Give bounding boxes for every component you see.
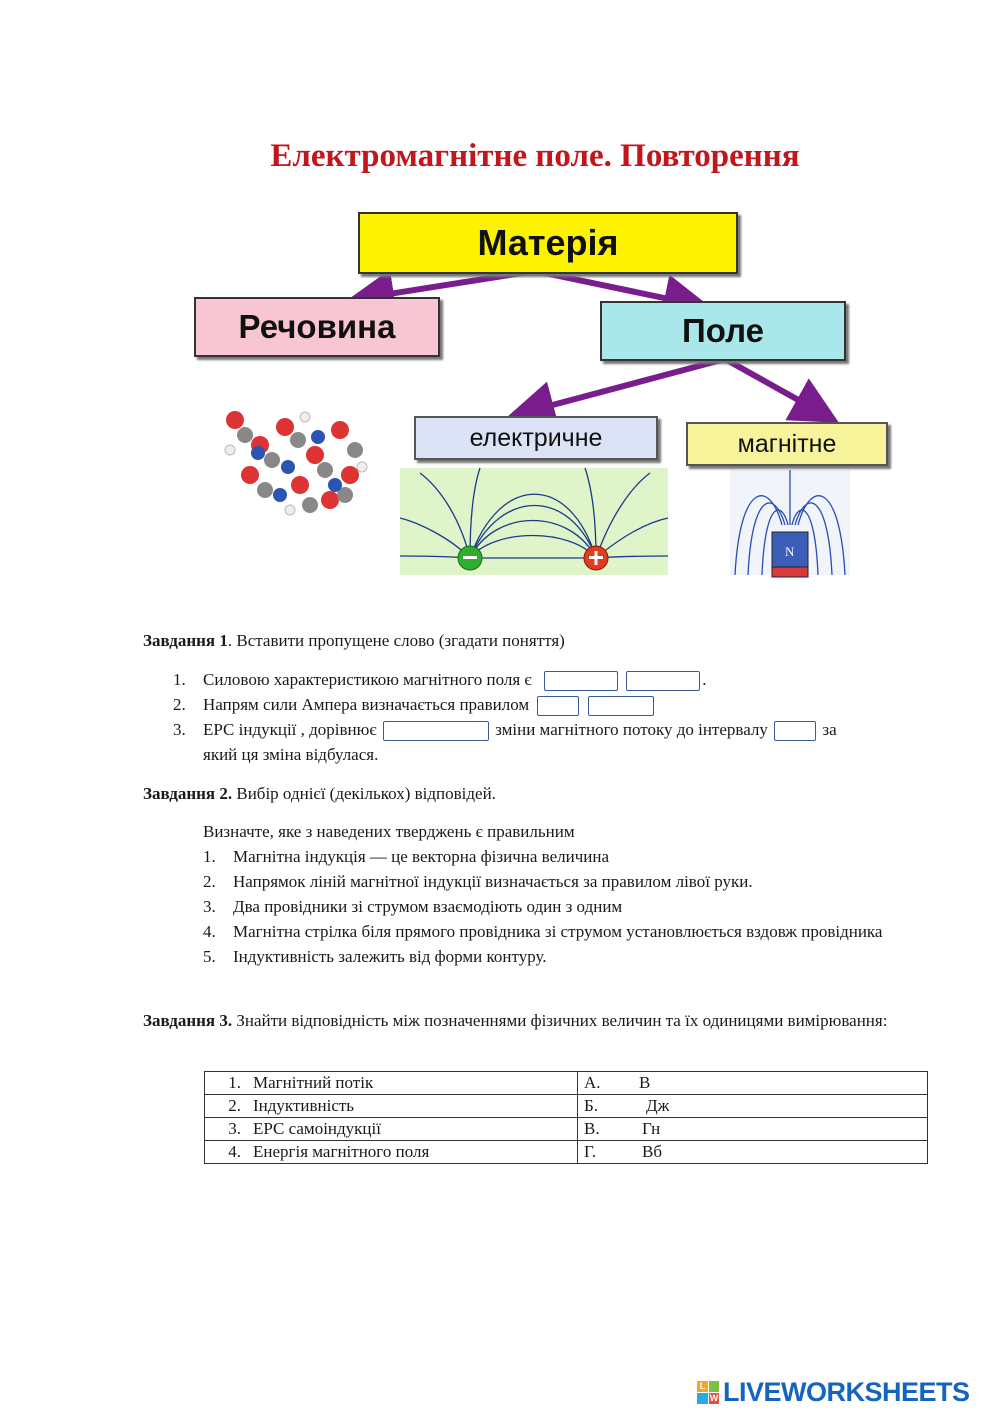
table-row: 1. Магнітний потік А. В bbox=[205, 1072, 928, 1095]
task2-option-2[interactable]: 2. Напрямок ліній магнітної індукції визначається за правилом лівої руки. bbox=[203, 872, 753, 891]
task2-option-3[interactable]: 3. Два провідники зі струмом взаємодіють один з одним bbox=[203, 897, 623, 916]
arrow-to-electric bbox=[530, 359, 725, 411]
answer-input-2a[interactable] bbox=[537, 696, 579, 716]
task1-instruction: . Вставити пропущене слово (згадати поняття) bbox=[227, 631, 565, 650]
concept-diagram bbox=[190, 205, 900, 580]
table-row: 2. Індуктивність Б. Дж bbox=[205, 1095, 928, 1118]
task2-title: Завдання 2. bbox=[143, 784, 233, 803]
task3-title: Завдання 3. bbox=[143, 1011, 233, 1030]
task1-item-1: 1. Силовою характеристикою магнітного поля є . bbox=[173, 667, 933, 692]
table-row: 4. Енергія магнітного поля Г. Вб bbox=[205, 1141, 928, 1164]
task3-instruction: Знайти відповідність між позначеннями фізичних величин та їх одиницями вимірювання: bbox=[232, 1011, 888, 1030]
task1-heading bbox=[143, 628, 565, 653]
task2-heading bbox=[143, 781, 496, 806]
task3-heading bbox=[143, 1008, 923, 1033]
task2-instruction: Вибір однієї (декількох) відповідей. bbox=[232, 784, 496, 803]
task2-option-1[interactable]: 1. Магнітна індукція — це векторна фізична величина bbox=[203, 847, 609, 866]
task2-option-4[interactable]: 4. Магнітна стрілка біля прямого провідника зі струмом установлюється вздовж провідника bbox=[203, 922, 883, 941]
task2-list bbox=[203, 844, 923, 969]
electric-box: електричне bbox=[414, 416, 658, 460]
arrow-to-field bbox=[535, 271, 688, 303]
answer-input-3a[interactable] bbox=[383, 721, 489, 741]
molecule-image bbox=[225, 411, 367, 515]
magnetic-box: магнітне bbox=[686, 422, 888, 466]
answer-input-1a[interactable] bbox=[544, 671, 618, 691]
field-box: Поле bbox=[600, 301, 846, 361]
answer-input-3b[interactable] bbox=[774, 721, 816, 741]
task1-title: Завдання 1 bbox=[143, 631, 228, 650]
task1-item-3-cont: який ця зміна відбулася. bbox=[203, 745, 379, 764]
electric-field-image bbox=[400, 468, 668, 575]
answer-input-2b[interactable] bbox=[588, 696, 654, 716]
matching-table bbox=[204, 1071, 928, 1164]
arrow-to-magnetic bbox=[725, 359, 818, 411]
table-row: 3. ЕРС самоіндукції В. Гн bbox=[205, 1118, 928, 1141]
task1-item-2: 2. Напрям сили Ампера визначається правилом bbox=[173, 692, 933, 717]
task2-option-5[interactable]: 5. Індуктивність залежить від форми контуру. bbox=[203, 947, 547, 966]
task1-item-3: 3. ЕРС індукції , дорівнює зміни магнітного потоку до інтервалу за bbox=[173, 717, 933, 742]
answer-input-1b[interactable] bbox=[626, 671, 700, 691]
matter-box: Матерія bbox=[358, 212, 738, 274]
page-title: Електромагнітне поле. Повторення bbox=[270, 138, 800, 174]
task2-question: Визначте, яке з наведених тверджень є правильним bbox=[203, 822, 575, 841]
magnet-north-label: N bbox=[785, 544, 795, 559]
substance-box: Речовина bbox=[194, 297, 440, 357]
magnetic-field-image bbox=[730, 470, 850, 577]
task1-list bbox=[173, 667, 933, 767]
liveworksheets-logo bbox=[697, 1377, 970, 1407]
arrow-to-substance bbox=[370, 271, 535, 297]
liveworksheets-logo-icon: L W bbox=[697, 1381, 719, 1403]
brand-name: LIVEWORKSHEETS bbox=[723, 1376, 970, 1407]
